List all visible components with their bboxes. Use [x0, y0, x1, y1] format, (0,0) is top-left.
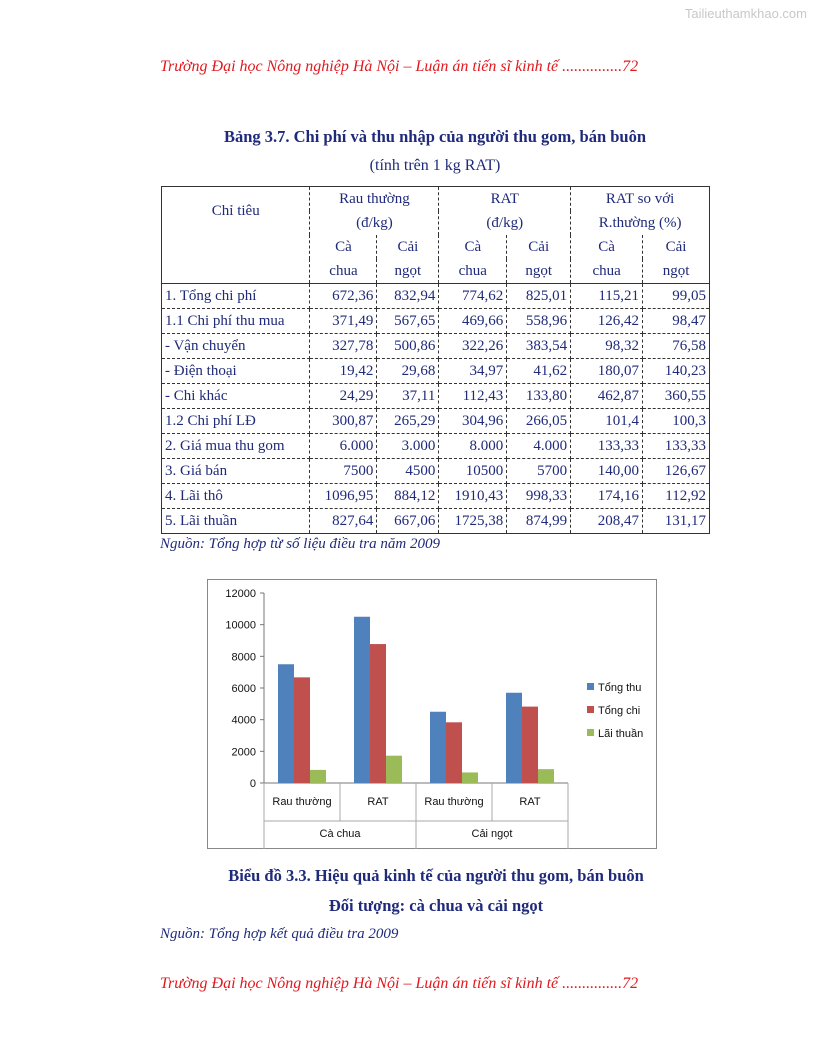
table-subtitle: (tính trên 1 kg RAT): [369, 157, 501, 174]
category-label: Rau thường: [424, 796, 484, 808]
running-footer: Trường Đại học Nông nghiệp Hà Nội – Luận án tiến sĩ kinh tế ...............72: [160, 975, 639, 992]
table-row: [162, 434, 710, 459]
row-label: - Điện thoại: [162, 359, 310, 384]
row-value: 825,01: [507, 284, 571, 309]
row-value: 115,21: [571, 284, 643, 309]
bar-1: [278, 664, 294, 783]
table-source: Nguồn: Tổng hợp từ số liệu điều tra năm 2009: [160, 536, 440, 552]
row-value: 1096,95: [310, 484, 377, 509]
row-label: 2. Giá mua thu gom: [162, 434, 310, 459]
figure-subcaption: Đối tượng: cà chua và cải ngọt: [328, 896, 544, 915]
row-value: 140,00: [571, 459, 643, 484]
table-title: Bảng 3.7. Chi phí và thu nhập của người thu gom, bán buôn: [223, 127, 647, 146]
row-value: 76,58: [643, 334, 710, 359]
table-row: [162, 384, 710, 409]
row-value: 126,67: [643, 459, 710, 484]
cost-income-table: [161, 186, 710, 534]
legend-swatch: [587, 706, 594, 713]
subcol-4-b: ngọt: [507, 259, 571, 284]
figure-caption: Biểu đồ 3.3. Hiệu quả kinh tế của người thu gom, bán buôn: [228, 866, 644, 885]
y-tick-label: 10000: [225, 619, 256, 632]
row-value: 140,23: [643, 359, 710, 384]
running-header: Trường Đại học Nông nghiệp Hà Nội – Luận án tiến sĩ kinh tế ...............72: [160, 58, 639, 75]
row-value: 322,26: [439, 334, 507, 359]
row-value: 567,65: [377, 309, 439, 334]
row-value: 133,33: [571, 434, 643, 459]
row-value: 24,29: [310, 384, 377, 409]
bar-3: [538, 769, 554, 783]
header-group-1-unit: (đ/kg): [310, 211, 439, 235]
row-value: 133,33: [643, 434, 710, 459]
row-value: 131,17: [643, 509, 710, 534]
bar-1: [506, 693, 522, 783]
row-value: 112,43: [439, 384, 507, 409]
y-tick-label: 6000: [231, 683, 256, 695]
row-value: 98,32: [571, 334, 643, 359]
row-value: 174,16: [571, 484, 643, 509]
row-value: 6.000: [310, 434, 377, 459]
legend-swatch: [587, 729, 594, 736]
row-value: 383,54: [507, 334, 571, 359]
category-label: RAT: [367, 796, 389, 808]
row-value: 99,05: [643, 284, 710, 309]
row-value: 672,36: [310, 284, 377, 309]
table-row: [162, 459, 710, 484]
row-value: 100,3: [643, 409, 710, 434]
row-value: 774,62: [439, 284, 507, 309]
y-tick-label: 2000: [231, 746, 256, 759]
row-value: 4.000: [507, 434, 571, 459]
row-value: 7500: [310, 459, 377, 484]
row-value: 133,80: [507, 384, 571, 409]
row-value: 41,62: [507, 359, 571, 384]
row-value: 360,55: [643, 384, 710, 409]
header-group-2: RAT: [439, 187, 571, 212]
header-group-2-unit: (đ/kg): [439, 211, 571, 235]
subcol-2: Cải: [377, 235, 439, 259]
row-value: 500,86: [377, 334, 439, 359]
row-value: 29,68: [377, 359, 439, 384]
row-label: 1.1 Chi phí thu mua: [162, 309, 310, 334]
row-value: 266,05: [507, 409, 571, 434]
row-value: 4500: [377, 459, 439, 484]
subcol-1-b: chua: [310, 259, 377, 284]
table-row: [162, 334, 710, 359]
row-value: 1725,38: [439, 509, 507, 534]
subcol-5: Cà: [571, 235, 643, 259]
legend-label: Tổng chi: [598, 705, 641, 717]
subcol-3-b: chua: [439, 259, 507, 284]
row-value: 667,06: [377, 509, 439, 534]
bar-2: [522, 707, 538, 783]
subcol-1: Cà: [310, 235, 377, 259]
subcol-3: Cà: [439, 235, 507, 259]
table-row: [162, 359, 710, 384]
legend-swatch: [587, 683, 594, 690]
row-value: 265,29: [377, 409, 439, 434]
row-value: 327,78: [310, 334, 377, 359]
row-label: 4. Lãi thô: [162, 484, 310, 509]
table-row: [162, 484, 710, 509]
y-tick-label: 0: [249, 778, 256, 790]
header-group-3: RAT so với: [571, 187, 710, 212]
legend-label: Lãi thuần: [598, 728, 644, 740]
row-value: 19,42: [310, 359, 377, 384]
table-row: [162, 284, 710, 309]
row-value: 827,64: [310, 509, 377, 534]
bar-2: [446, 722, 462, 783]
row-value: 304,96: [439, 409, 507, 434]
row-value: 1910,43: [439, 484, 507, 509]
subcol-5-b: chua: [571, 259, 643, 284]
row-value: 37,11: [377, 384, 439, 409]
row-value: 126,42: [571, 309, 643, 334]
header-indicator: Chỉ tiêu: [162, 187, 310, 236]
row-label: - Vận chuyển: [162, 334, 310, 359]
row-value: 101,4: [571, 409, 643, 434]
header-group-1: Rau thường: [310, 187, 439, 212]
row-value: 469,66: [439, 309, 507, 334]
category-label: Rau thường: [272, 796, 332, 808]
row-value: 10500: [439, 459, 507, 484]
row-value: 874,99: [507, 509, 571, 534]
bar-3: [386, 756, 402, 783]
bar-2: [294, 677, 310, 783]
subcol-6-b: ngọt: [643, 259, 710, 284]
bar-3: [462, 772, 478, 783]
subcol-2-b: ngọt: [377, 259, 439, 284]
row-value: 34,97: [439, 359, 507, 384]
y-tick-label: 12000: [225, 588, 256, 600]
row-value: 832,94: [377, 284, 439, 309]
subcol-6: Cải: [643, 235, 710, 259]
figure-source: Nguồn: Tổng hợp kết quả điều tra 2009: [160, 926, 399, 942]
row-value: 8.000: [439, 434, 507, 459]
table-row: [162, 509, 710, 534]
row-label: 1. Tổng chi phí: [162, 284, 310, 309]
table-row: [162, 409, 710, 434]
subcol-4: Cải: [507, 235, 571, 259]
table-row: [162, 309, 710, 334]
row-value: 558,96: [507, 309, 571, 334]
row-value: 5700: [507, 459, 571, 484]
watermark: Tailieuthamkhao.com: [684, 6, 807, 21]
y-tick-label: 8000: [231, 651, 256, 664]
row-label: 5. Lãi thuần: [162, 509, 310, 534]
bar-1: [354, 617, 370, 783]
row-label: 1.2 Chi phí LĐ: [162, 409, 310, 434]
group-label: Cà chua: [319, 828, 361, 840]
bar-1: [430, 712, 446, 783]
legend-label: Tổng thu: [598, 682, 642, 694]
row-value: 112,92: [643, 484, 710, 509]
bar-chart: [207, 579, 657, 849]
row-value: 3.000: [377, 434, 439, 459]
category-label: RAT: [519, 796, 541, 808]
row-label: 3. Giá bán: [162, 459, 310, 484]
bar-3: [310, 770, 326, 783]
row-value: 208,47: [571, 509, 643, 534]
row-value: 462,87: [571, 384, 643, 409]
row-value: 98,47: [643, 309, 710, 334]
y-tick-label: 4000: [231, 714, 256, 727]
row-value: 371,49: [310, 309, 377, 334]
header-group-3-unit: R.thường (%): [571, 211, 710, 235]
group-label: Cải ngọt: [471, 828, 513, 840]
bar-2: [370, 644, 386, 783]
row-value: 998,33: [507, 484, 571, 509]
row-value: 884,12: [377, 484, 439, 509]
row-value: 300,87: [310, 409, 377, 434]
row-label: - Chi khác: [162, 384, 310, 409]
bar-chart-svg: [207, 579, 657, 849]
row-value: 180,07: [571, 359, 643, 384]
